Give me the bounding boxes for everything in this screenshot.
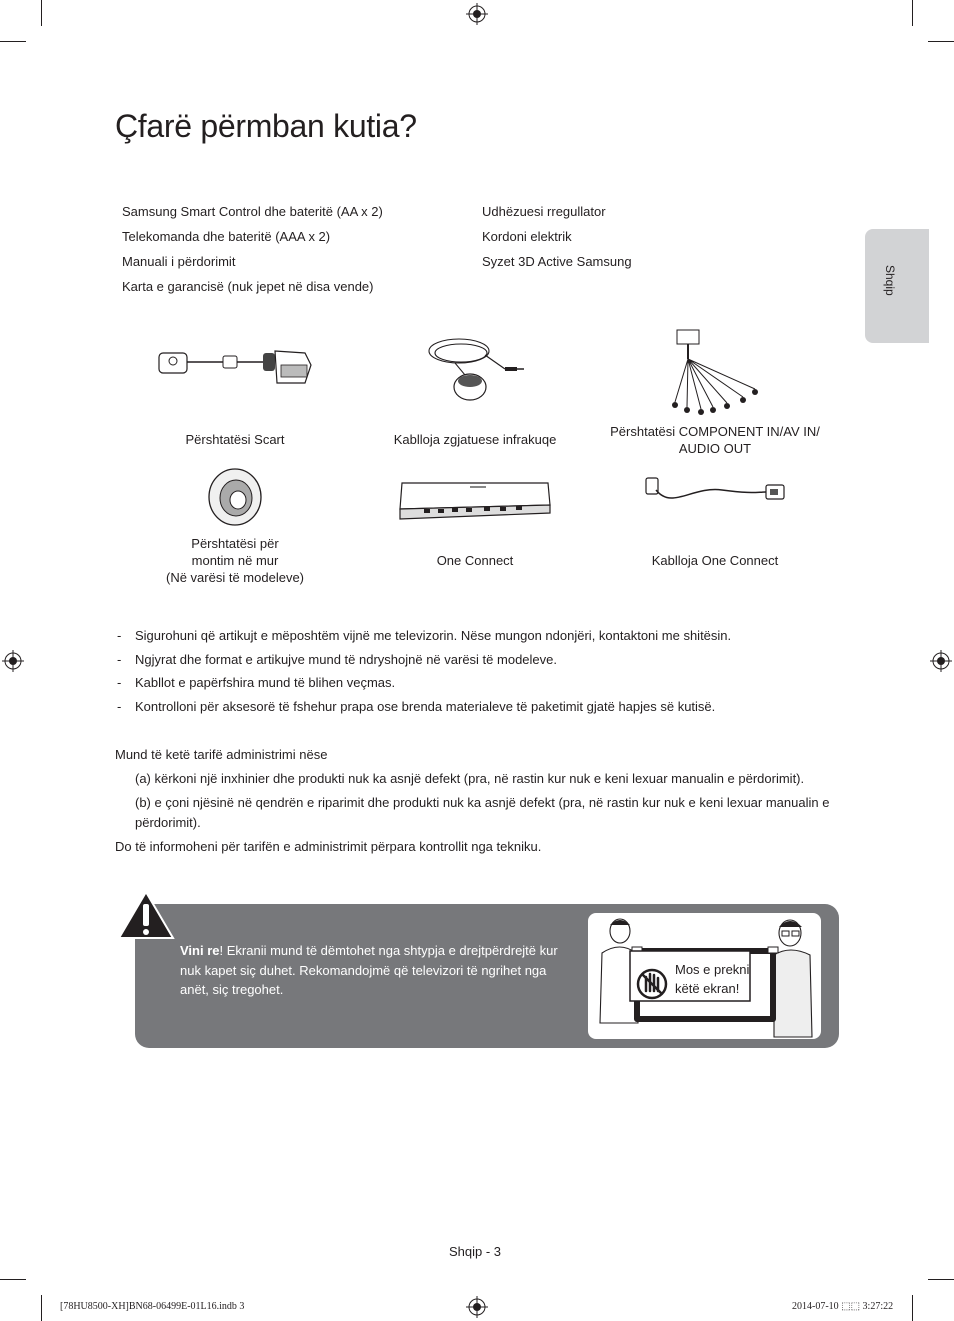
accessory-label-scart: Përshtatësi Scart bbox=[185, 432, 285, 447]
crop-mark bbox=[928, 41, 954, 42]
list-item: - Kabllot e papërfshira mund të blihen veçmas. bbox=[117, 671, 731, 695]
box-contents-col2 bbox=[482, 199, 632, 274]
fee-item-b: (b) e çoni njësinë në qendrën e riparimit dhe produkti nuk ka asnjë defekt (pra, në rastin kur nuk e keni lexuar manualin e përdorimit). bbox=[135, 795, 830, 830]
scart-adapter-icon bbox=[155, 345, 315, 387]
fee-intro: Mund të ketë tarifë administrimi nëse bbox=[115, 747, 328, 762]
list-item: - Sigurohuni që artikujt e mëposhtëm vijnë me televizorin. Nëse mungon ndonjëri, kontaktoni me shitësin. bbox=[117, 624, 731, 648]
crop-mark bbox=[0, 41, 26, 42]
registration-mark-icon bbox=[930, 650, 952, 672]
print-imprint-left: [78HU8500-XH]BN68-06499E-01L16.indb 3 bbox=[60, 1301, 245, 1312]
language-side-tab bbox=[865, 229, 929, 343]
list-item: Manuali i përdorimit bbox=[122, 254, 236, 269]
box-contents-col1 bbox=[122, 199, 383, 299]
list-item: Udhëzuesi rregullator bbox=[482, 204, 606, 219]
warning-triangle-icon bbox=[117, 890, 175, 940]
crop-mark bbox=[912, 1295, 913, 1321]
component-av-adapter-icon bbox=[665, 327, 765, 417]
list-item: Telekomanda dhe bateritë (AAA x 2) bbox=[122, 229, 331, 244]
fee-item-a: (a) kërkoni një inxhinier dhe produkti nuk ka asnjë defekt (pra, në rastin kur nuk e keni lexuar manualin e përdorimit). bbox=[135, 771, 805, 786]
tv-handling-illustration bbox=[588, 913, 821, 1039]
page-number: Shqip - 3 bbox=[449, 1244, 502, 1259]
crop-mark bbox=[41, 0, 42, 26]
one-connect-cable-icon bbox=[642, 472, 792, 510]
registration-mark-icon bbox=[466, 1296, 488, 1318]
list-item: Syzet 3D Active Samsung bbox=[482, 254, 632, 269]
list-item: - Kontrolloni për aksesorë të fshehur prapa ose brenda materialeve të paketimit gjatë hapjes së kutisë. bbox=[117, 695, 731, 719]
accessory-label-wall-mount: Përshtatësi për montim në mur (Në varësi të modeleve) bbox=[166, 536, 304, 585]
accessory-label-ir-cable: Kablloja zgjatuese infrakuqe bbox=[393, 432, 557, 447]
list-item: Karta e garancisë (nuk jepet në disa vende) bbox=[122, 279, 374, 294]
crop-mark bbox=[0, 1279, 26, 1280]
crop-mark bbox=[928, 1279, 954, 1280]
crop-mark bbox=[41, 1295, 42, 1321]
list-item: - Ngjyrat dhe format e artikujve mund të ndryshojnë në varësi të modeleve. bbox=[117, 648, 731, 672]
fee-outro: Do të informoheni për tarifën e administrimit përpara kontrollit nga tekniku. bbox=[115, 839, 542, 854]
ir-extender-cable-icon bbox=[425, 333, 525, 405]
wall-mount-adapter-icon bbox=[206, 465, 264, 527]
list-item: Samsung Smart Control dhe bateritë (AA x 2) bbox=[122, 204, 383, 219]
one-connect-box-icon bbox=[394, 477, 554, 521]
registration-mark-icon bbox=[466, 3, 488, 25]
registration-mark-icon bbox=[2, 650, 24, 672]
caution-text: Vini re! Ekranii mund të dëmtohet nga shtypja e drejtpërdrejtë kur nuk kapet siç duhet. Rekomandojmë që televizori të ngrihet nga anët, siç tregohet. bbox=[180, 943, 558, 997]
accessory-label-one-connect-cable: Kablloja One Connect bbox=[651, 553, 779, 568]
print-imprint-right: 2014-07-10 ⬚⬚ 3:27:22 bbox=[792, 1301, 894, 1312]
crop-mark bbox=[912, 0, 913, 26]
notes-list bbox=[117, 624, 731, 719]
list-item: Kordoni elektrik bbox=[482, 229, 572, 244]
accessory-label-component: Përshtatësi COMPONENT IN/AV IN/ AUDIO OUT bbox=[610, 424, 820, 456]
accessory-label-one-connect: One Connect bbox=[436, 553, 514, 568]
do-not-touch-sign-text: Mos e prekni këtë ekran! bbox=[675, 962, 750, 996]
language-tab-label: Shqip bbox=[883, 265, 897, 296]
page-title: Çfarë përmban kutia? bbox=[115, 108, 417, 144]
